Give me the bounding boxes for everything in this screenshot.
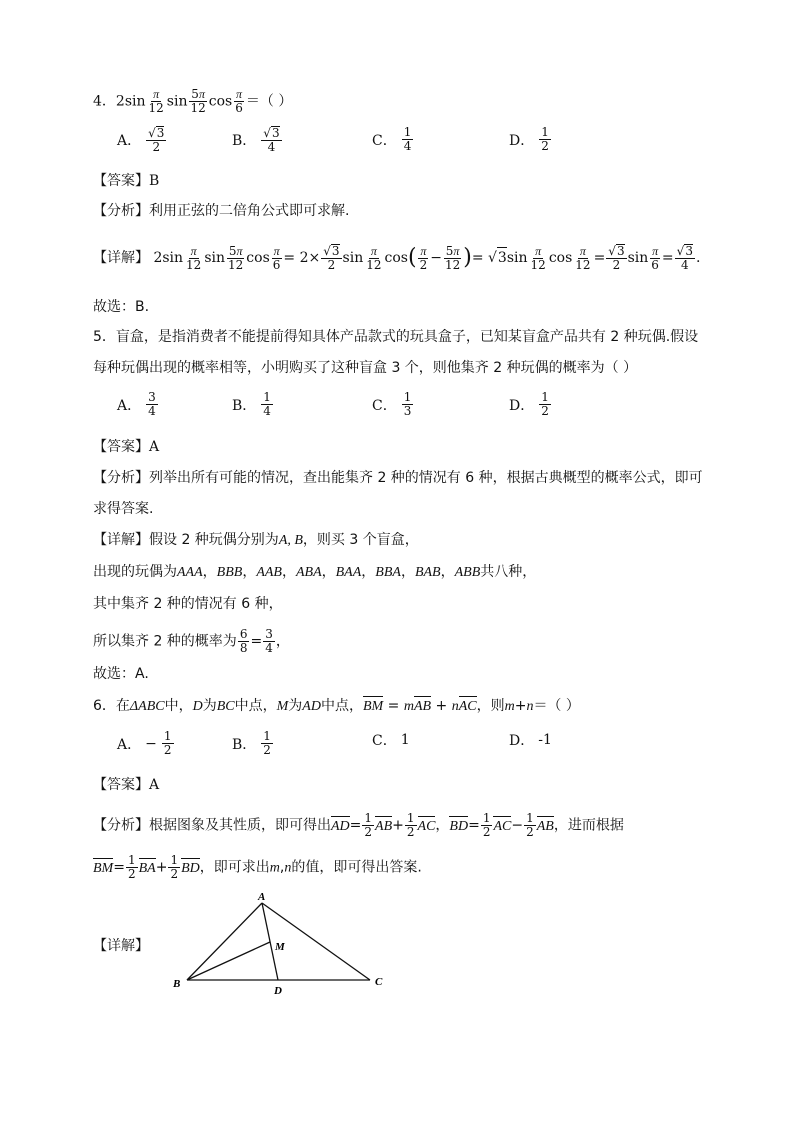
q6-option-b[interactable]: B． $\frac{1}{2}$ — [232, 729, 271, 757]
segment-bm — [187, 942, 270, 980]
q4-analysis: 【分析】利用正弦的二倍角公式即可求解. — [93, 203, 350, 219]
q5-conclusion: 故选：A. — [93, 666, 149, 682]
q4-answer: 【答案】B — [93, 173, 160, 189]
label-a: A — [258, 891, 266, 903]
segment-ab — [187, 903, 262, 980]
q6-option-c[interactable]: C． 1 — [372, 732, 410, 749]
q4-number: 4． — [93, 93, 116, 110]
q5-detail-line3: 其中集齐 2 种的情况有 6 种， — [93, 596, 283, 612]
q5-stem-line1: 5．盲盒，是指消费者不能提前得知具体产品款式的玩具盒子，已知某盲盒产品共有 2 种玩偶.假设 — [93, 329, 699, 345]
q5-detail-line2: 出现的玩偶为AAA，BBB，AAB，ABA，BAA，BBA，BAB，ABB共八种， — [93, 564, 537, 580]
q4-option-b[interactable]: B． $\frac{√3}{4}$ — [232, 126, 280, 154]
q5-detail-line4: 所以集齐 2 种的概率为 $\frac{6}{8}$ = $\frac{3}{4}$ ， — [93, 627, 290, 655]
q4-stem: 4．2sin $\frac{\pi}{12}$ sin $\frac{5\pi}{12}$ cos $\frac{\pi}{6}$ ＝（ ） — [93, 87, 293, 115]
q5-answer: 【答案】A — [93, 439, 160, 455]
q5-stem-line2: 每种玩偶出现的概率相等，小明购买了这种盲盒 3 个，则他集齐 2 种玩偶的概率为（ ） — [93, 360, 638, 376]
q4-option-a[interactable]: A． $\frac{√3}{2}$ — [117, 126, 165, 154]
triangle-diagram — [170, 888, 390, 998]
q4-options — [117, 126, 637, 158]
q6-answer: 【答案】A — [93, 777, 160, 793]
q5-analysis-line1: 【分析】列举出所有可能的情况，查出能集齐 2 种的情况有 6 种，根据古典概型的概率公式，即可 — [93, 470, 703, 486]
q6-stem: 6．在ΔABC中，D为BC中点，M为AD中点，BM = mAB + nAC，则m+n＝（ ） — [93, 696, 580, 717]
q6-number: 6． — [93, 698, 116, 714]
q5-option-b[interactable]: B． $\frac{1}{4}$ — [232, 390, 271, 418]
q6-analysis-line1: 【分析】根据图象及其性质，即可得出AD= $\frac{1}{2}$ AB+ $\frac{1}{2}$ AC，BD= $\frac{1}{2}$ AC− $\frac{1}{2}$ AB，进而根据 — [93, 811, 624, 839]
q4-detail: 【详解】 2sin $\frac{\pi}{12}$ sin $\frac{5\pi}{12}$ cos $\frac{\pi}{6}$ = 2× $\frac{√3}{2}$ sin $\frac{\pi}{12}$ cos( $\frac{\pi}{2}$ − $\frac{5\pi}{12}$ )= √3sin $\frac{\pi}{12}$ cos $\frac{\pi}{12}$ = $\frac{√3}{2}$ sin $\frac{\pi}{6}$ = $\frac{√3}{4}$ . — [93, 243, 701, 272]
q5-option-d[interactable]: D． $\frac{1}{2}$ — [509, 390, 549, 418]
label-d: D — [274, 985, 282, 997]
q4-option-d[interactable]: D． $\frac{1}{2}$ — [509, 125, 549, 153]
q4-option-c[interactable]: C． $\frac{1}{4}$ — [372, 125, 412, 153]
q5-detail-line1: 【详解】假设 2 种玩偶分别为A, B，则买 3 个盲盒， — [93, 532, 419, 548]
q6-option-a[interactable]: A． − $\frac{1}{2}$ — [117, 729, 172, 757]
q4-conclusion: 故选：B. — [93, 299, 150, 315]
label-b: B — [173, 978, 181, 990]
q5-option-c[interactable]: C． $\frac{1}{3}$ — [372, 390, 412, 418]
q5-number: 5． — [93, 329, 116, 345]
q6-analysis-line2: BM= $\frac{1}{2}$ BA+ $\frac{1}{2}$ BD，即可求出m,n的值，即可得出答案. — [93, 853, 422, 881]
q5-options — [117, 391, 637, 423]
q5-analysis-line2: 求得答案. — [93, 501, 154, 517]
label-c: C — [375, 976, 383, 988]
q6-detail-tag: 【详解】 — [93, 938, 149, 954]
q6-option-d[interactable]: D． -1 — [509, 732, 552, 749]
q5-option-a[interactable]: A． $\frac{3}{4}$ — [117, 390, 156, 418]
label-m: M — [275, 941, 285, 953]
q6-options — [117, 730, 637, 762]
